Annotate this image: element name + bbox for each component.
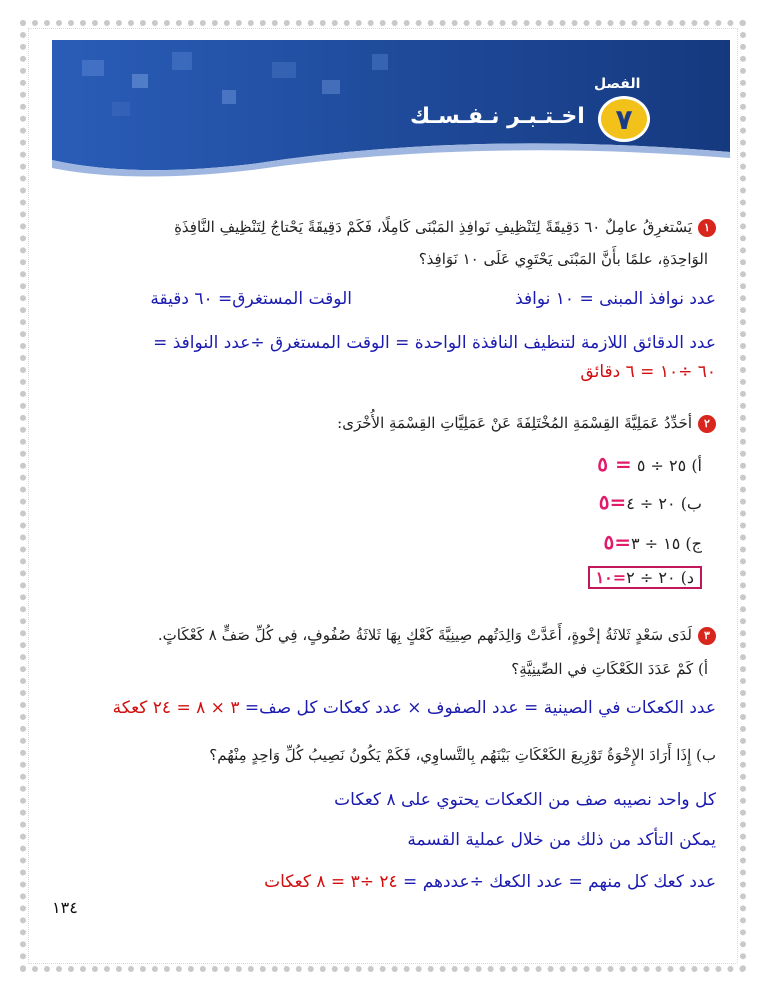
q3-number-badge: ٣ — [698, 627, 716, 645]
q3-answer-b3-result: ٢٤ ÷٣ = ٨ كعكات — [264, 872, 398, 892]
q3-answer-b3: عدد كعك كل منهم = عدد الكعك ÷عددهم = ٢٤ ÷٣ = ٨ كعكات — [264, 872, 716, 892]
q2-option-a: أ) ٢٥ ÷ ٥ = ٥ — [597, 452, 702, 476]
q3-answer-b2: يمكن التأكد من ذلك من خلال عملية القسمة — [407, 830, 716, 850]
q2-text: ٢أحَدِّدُ عَمَلِيَّةَ القِسْمَةِ المُخْتَلِفَةَ عَنْ عَمَلِيَّاتِ القِسْمَةِ الأُخْرَى: — [337, 414, 716, 433]
q2-option-a-answer: = ٥ — [597, 452, 632, 476]
q1-answer-windows: عدد نوافذ المبنى = ١٠ نوافذ — [515, 289, 716, 309]
q1-number-badge: ١ — [698, 219, 716, 237]
q3-answer-a: عدد الكعكات في الصينية = عدد الصفوف × عدد كعكات كل صف= ٣ × ٨ = ٢٤ كعكة — [112, 698, 716, 718]
chapter-number-badge: ٧ — [598, 96, 650, 142]
q2-option-d-highlight: د) ٢٠ ÷ ٢=١٠ — [588, 566, 702, 589]
q2-option-d-answer: =١٠ — [595, 568, 627, 587]
q2-option-c: ج) ١٥ ÷ ٣=٥ — [603, 530, 702, 554]
page-number: ١٣٤ — [52, 898, 78, 917]
q2-option-d — [588, 568, 702, 587]
q1-text-line1: ١يَسْتغرِقُ عامِلٌ ٦٠ دَقِيقَةً لِتَنْظِيفِ نَوافِذِ المَبْنَى كَامِلًا، فَكَمْ دَقِيقَةً يَحْتاجُ لِتَنْظِيفِ النَّافِذَةِ — [174, 218, 716, 237]
q2-number-badge: ٢ — [698, 415, 716, 433]
q3-text: ٣لَدَى سَعْدٍ ثَلاثَةُ إخْوةٍ، أَعَدَّتْ وَالِدَتُهم صِينِيَّةَ كَعْكٍ بِهَا ثَلاثَةُ صُفُوفٍ، فِي كُلِّ صَفٍّ ٨ كَعْكَاتٍ. — [158, 626, 716, 645]
q2-option-b: ب) ٢٠ ÷ ٤=٥ — [598, 490, 702, 514]
q1-answer-time: الوقت المستغرق= ٦٠ دقيقة — [150, 289, 352, 309]
q1-answer-result: ٦٠ ÷١٠ = ٦ دقائق — [580, 362, 716, 382]
q3-part-b: ب) إِذَا أَرَادَ الإِخْوَةُ تَوْزِيعَ الكَعْكَاتِ بَيْنَهُم بِالتَّساوِي، فَكَمْ يَكُونُ نَصِيبُ كُلِّ وَاحِدٍ مِنْهُم؟ — [209, 746, 716, 764]
q2-option-c-answer: =٥ — [603, 530, 631, 554]
chapter-label: الفصل — [594, 76, 641, 92]
q3-answer-b1: كل واحد نصيبه صف من الكعكات يحتوي على ٨ كعكات — [334, 790, 716, 810]
q1-answer-formula: عدد الدقائق اللازمة لتنظيف النافذة الواحدة = الوقت المستغرق ÷عدد النوافذ = — [153, 333, 716, 353]
q3-part-a: أ) كَمْ عَدَدَ الكَعْكَاتِ في الصِّينِيَّةِ؟ — [511, 660, 708, 678]
q1-text-line2: الوَاحِدَةِ، علمًا بأَنَّ المَبْنَى يَحْتَوِي عَلَى ١٠ نَوَافِذ؟ — [418, 250, 708, 268]
q2-option-b-answer: =٥ — [598, 490, 627, 514]
q3-answer-a-result: ٣ × ٨ = ٢٤ كعكة — [112, 698, 240, 718]
page-title: اخـتـبـر نـفـسـك — [410, 104, 585, 129]
